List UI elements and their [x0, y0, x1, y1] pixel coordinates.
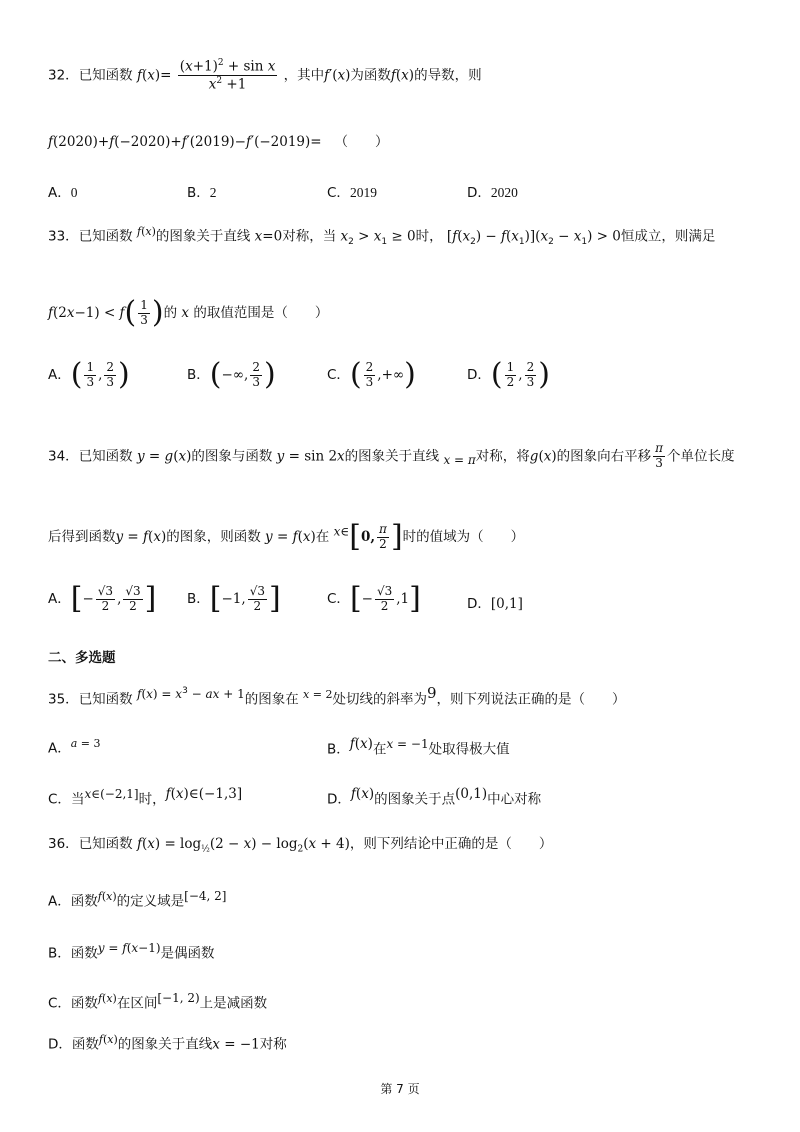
- q32-number: 32．: [48, 67, 79, 84]
- q32-option-d[interactable]: D．2020: [467, 185, 518, 201]
- q33-number: 33．: [48, 228, 79, 245]
- q33-option-d[interactable]: D．( $\frac{1}{2}$ , $\frac{2}{3}$ ): [467, 357, 550, 392]
- q35-stem: 35．已知函数 $f(x) = x^3$ − ax + 1的图象在 $^x$ $^{= 2}$处切线的斜率为9，则下列说法正确的是（ ）: [48, 684, 626, 708]
- q33-stem: 33．已知函数 $^{f(x)}$的图象关于直线 x=0对称，当 $x_2 > x_1 \ge 0$时， $[f(x_2) - f(x_1)](x_2 - x_1) > 0$恒成立，则满足: [48, 225, 716, 248]
- q35-option-d[interactable]: D．f(x)的图象关于点(0,1)中心对称: [327, 786, 542, 808]
- q32-stem: 32．已知函数 f(x)= $\frac{(x+1)^2 + \sin x}{x^2 +1}$ ，其中f′(x)为函数f(x)的导数，则: [48, 58, 482, 93]
- q32-option-a[interactable]: A．0: [48, 185, 78, 201]
- q34-stem: 34．已知函数 y = g(x)的图象与函数 y = sin 2x的图象关于直线 x = π对称，将g(x)的图象向右平移 $\frac{\pi}{3}$ 个单位长度: [48, 441, 735, 470]
- q32-option-b[interactable]: B．2: [187, 185, 217, 201]
- page-footer: 第 7 页: [380, 1082, 420, 1096]
- q33-option-c[interactable]: C．( $\frac{2}{3}$ ,+∞): [327, 357, 416, 392]
- q36-number: 36．: [48, 836, 79, 852]
- q36-option-d[interactable]: D．函数$^{f(x)}$的图象关于直线x = −1对称: [48, 1033, 287, 1053]
- q34-option-b[interactable]: B．[−1, $\frac{√3}{2}$ ]: [187, 581, 281, 616]
- q34-number: 34．: [48, 448, 79, 465]
- q32-fraction: $\frac{(x+1)^2 + \sin x}{x^2 +1}$: [179, 58, 276, 93]
- q34-option-d[interactable]: D．[0,1]: [467, 596, 523, 612]
- q36-option-b[interactable]: B．函数y = f(x−1)是偶函数: [48, 941, 215, 962]
- q35-number: 35．: [48, 691, 79, 708]
- q34-option-c[interactable]: C．[− $\frac{√3}{2}$ ,1]: [327, 581, 421, 616]
- q33-option-b[interactable]: B．(−∞, $\frac{2}{3}$ ): [187, 357, 276, 392]
- q35-option-a[interactable]: A．$^a$ $^{= 3}$: [48, 737, 101, 757]
- q35-option-b[interactable]: B．f(x)在x = −1处取得极大值: [327, 736, 510, 758]
- q34-continuation: 后得到函数y = f(x)的图象，则函数 y = f(x)在 x∈[0, $\frac{\pi}{2}$ ]时的值域为（ ）: [48, 519, 525, 554]
- q36-option-a[interactable]: A．函数$^{f(x)}$的定义域是[−4, 2]: [48, 889, 227, 910]
- q35-option-c[interactable]: C．当x∈(−2,1]时，f(x)∈(−1,3]: [48, 786, 243, 808]
- q34-option-a[interactable]: A．[− $\frac{√3}{2}$ , $\frac{√3}{2}$ ]: [48, 581, 157, 616]
- q33-condition: f(2x−1) < f( $\frac{1}{3}$ )的 x 的取值范围是（ ）: [48, 295, 329, 330]
- q36-stem: 36．已知函数 $f(x) = \log_{\frac{1}{2}}(2 - x) - \log_2(x + 4)$，则下列结论中正确的是（ ）: [48, 836, 553, 855]
- q32-option-c[interactable]: C．2019: [327, 185, 377, 201]
- math-fx: f: [136, 67, 142, 84]
- q33-option-a[interactable]: A．( $\frac{1}{3}$ , $\frac{2}{3}$ ): [48, 357, 130, 392]
- q32-expression: f(2020)+f(−2020)+f′(2019)−f′(−2019)= （ ）: [48, 134, 389, 150]
- section-heading: 二、多选题: [48, 650, 116, 666]
- q36-option-c[interactable]: C．函数$^{f(x)}$在区间[−1, 2)上是减函数: [48, 991, 268, 1012]
